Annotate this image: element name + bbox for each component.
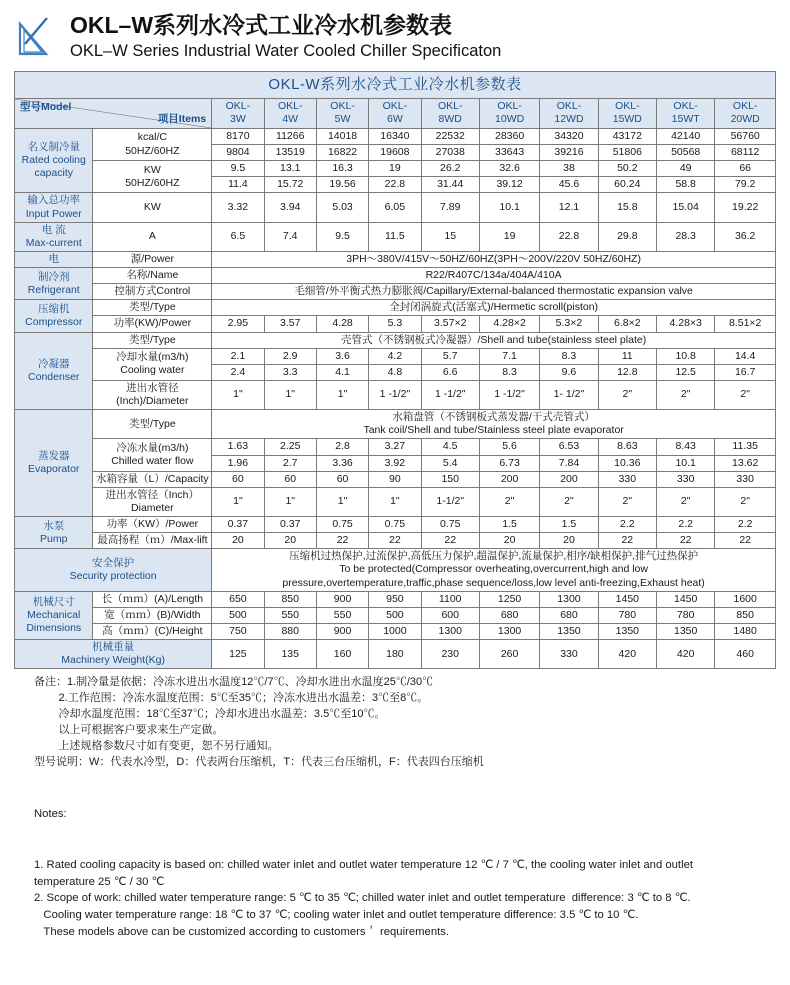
table-row [15,300,776,316]
table-body [15,71,776,668]
cell-r20-c5: 1-1/2" [421,487,479,516]
table-row [15,316,776,332]
model-header-10: OKL- 20WD [715,98,776,128]
cell-r19-c1: 60 [212,471,264,487]
cell-r19-c8: 330 [598,471,656,487]
cell-r25-c3: 550 [316,607,368,623]
row-item-label: 功率(KW)/Power [93,316,212,332]
cell-r1-c8: 43172 [598,128,656,144]
row-merged-value: 压缩机过热保护,过流保护,高低压力保护,超温保护,流量保护,相序/缺相保护,排气过热保护 To be protected(Compressor overheating,overcurrent,high and low pressure,overtemperature,traffic,phase sequence/loss,low level anti-freezing,Exhaust heat) [212,549,776,591]
cell-r6-c7: 22.8 [540,222,598,251]
cell-r17-c1: 1.63 [212,439,264,455]
cell-r27-c4: 180 [369,640,421,669]
row-merged-value: 全封闭涡旋式(活塞式)/Hermetic scroll(piston) [212,300,776,316]
cell-r17-c2: 2.25 [264,439,316,455]
cell-r22-c1: 20 [212,533,264,549]
cell-r1-c1: 8170 [212,128,264,144]
cell-r5-c8: 15.8 [598,193,656,222]
cell-r6-c6: 19 [479,222,539,251]
row-item-label: kcal/C 50HZ/60HZ [93,128,212,160]
cell-r25-c5: 600 [421,607,479,623]
cell-r13-c3: 3.6 [316,348,368,364]
model-header-6: OKL- 10WD [479,98,539,128]
cell-r11-c9: 4.28×3 [657,316,715,332]
row-item-label: 水箱容量（L）/Capacity [93,471,212,487]
cell-r2-c5: 27038 [421,145,479,161]
cell-r2-c6: 33643 [479,145,539,161]
cell-r3-c3: 16.3 [316,161,368,177]
cell-r11-c2: 3.57 [264,316,316,332]
cell-r17-c6: 5.6 [479,439,539,455]
cell-r11-c3: 4.28 [316,316,368,332]
row-group-label: 蒸发器 Evaporator [15,410,93,517]
cell-r13-c2: 2.9 [264,348,316,364]
cell-r6-c3: 9.5 [316,222,368,251]
note-cn-line-6: 型号说明：W：代表水冷型，D：代表两台压缩机，T：代表三台压缩机，F：代表四台压缩机 [34,755,484,768]
cell-r19-c2: 60 [264,471,316,487]
cell-r26-c4: 1000 [369,623,421,639]
table-row [15,517,776,533]
cell-r18-c5: 5.4 [421,455,479,471]
cell-r15-c8: 2" [598,380,656,409]
row-group-label: 压缩机 Compressor [15,300,93,332]
cell-r21-c5: 0.75 [421,517,479,533]
cell-r17-c5: 4.5 [421,439,479,455]
cell-r3-c1: 9.5 [212,161,264,177]
cell-r2-c1: 9804 [212,145,264,161]
cell-r24-c10: 1600 [715,591,776,607]
document-header [14,8,776,71]
cell-r20-c2: 1" [264,487,316,516]
cell-r13-c1: 2.1 [212,348,264,364]
table-row [15,193,776,222]
cell-r6-c2: 7.4 [264,222,316,251]
cell-r4-c1: 11.4 [212,177,264,193]
cell-r4-c4: 22.8 [369,177,421,193]
cell-r11-c6: 4.28×2 [479,316,539,332]
cell-r11-c7: 5.3×2 [540,316,598,332]
cell-r22-c6: 20 [479,533,539,549]
cell-r14-c5: 6.6 [421,364,479,380]
cell-r21-c7: 1.5 [540,517,598,533]
table-row [15,348,776,364]
cell-r18-c10: 13.62 [715,455,776,471]
notes-english [34,772,776,975]
cell-r5-c10: 19.22 [715,193,776,222]
cell-r22-c2: 20 [264,533,316,549]
cell-r25-c8: 780 [598,607,656,623]
cell-r18-c8: 10.36 [598,455,656,471]
cell-r5-c6: 10.1 [479,193,539,222]
cell-r11-c4: 5.3 [369,316,421,332]
table-row [15,128,776,144]
note-cn-line-2: 2.工作范围：冷冻水温度范围：5℃至35℃；冷冻水进出水温差：3℃至8℃。 [34,692,429,705]
cell-r11-c1: 2.95 [212,316,264,332]
cell-r3-c2: 13.1 [264,161,316,177]
table-row [15,268,776,284]
chiller-logo-icon [16,14,62,60]
cell-r11-c10: 8.51×2 [715,316,776,332]
row-group-label: 水泵 Pump [15,517,93,549]
cell-r4-c7: 45.6 [540,177,598,193]
cell-r5-c2: 3.94 [264,193,316,222]
cell-r4-c9: 58.8 [657,177,715,193]
note-en-line-5: These models above can be customized according to customers＇ requirements. [34,926,450,939]
cell-r17-c7: 6.53 [540,439,598,455]
cell-r4-c8: 60.24 [598,177,656,193]
cell-r26-c5: 1300 [421,623,479,639]
table-row [15,640,776,669]
row-item-label: KW 50HZ/60HZ [93,161,212,193]
cell-r21-c9: 2.2 [657,517,715,533]
cell-r4-c3: 19.56 [316,177,368,193]
model-header-7: OKL- 12WD [540,98,598,128]
specification-table [14,71,776,669]
cell-r27-c10: 460 [715,640,776,669]
row-item-label: 名称/Name [93,268,212,284]
cell-r2-c9: 50568 [657,145,715,161]
cell-r3-c8: 50.2 [598,161,656,177]
cell-r15-c1: 1" [212,380,264,409]
row-item-label: 高（ｍｍ）(C)/Height [93,623,212,639]
note-cn-line-5: 上述规格参数尺寸如有变更，恕不另行通知。 [34,740,279,752]
cell-r14-c7: 9.6 [540,364,598,380]
table-row [15,222,776,251]
cell-r11-c8: 6.8×2 [598,316,656,332]
cell-r25-c1: 500 [212,607,264,623]
cell-r3-c6: 32.6 [479,161,539,177]
table-row [15,487,776,516]
table-row [15,332,776,348]
cell-r25-c2: 550 [264,607,316,623]
cell-r22-c7: 20 [540,533,598,549]
cell-r6-c10: 36.2 [715,222,776,251]
cell-r26-c10: 1480 [715,623,776,639]
cell-r25-c4: 500 [369,607,421,623]
row-merged-value: 水箱盘管（不锈钢板式蒸发器/干式壳管式） Tank coil/Shell and tube/Stainless steel plate evaporator [212,410,776,439]
cell-r2-c3: 16822 [316,145,368,161]
cell-r1-c5: 22532 [421,128,479,144]
cell-r14-c2: 3.3 [264,364,316,380]
note-en-line-3: 2. Scope of work: chilled water temperature range: 5 ℃ to 35 ℃; chilled water inlet and outlet temperature difference: 3 ℃ to 8 ℃. [34,892,691,905]
cell-r14-c6: 8.3 [479,364,539,380]
row-item-label: 冷冻水量(m3/h) Chilled water flow [93,439,212,471]
cell-r20-c9: 2" [657,487,715,516]
cell-r26-c1: 750 [212,623,264,639]
cell-r20-c10: 2" [715,487,776,516]
cell-r15-c5: 1 -1/2" [421,380,479,409]
cell-r4-c6: 39.12 [479,177,539,193]
row-merged-value: R22/R407C/134a/404A/410A [212,268,776,284]
row-group-label: 制冷剂 Refrigerant [15,268,93,300]
cell-r17-c9: 8.43 [657,439,715,455]
cell-r14-c8: 12.8 [598,364,656,380]
cell-r20-c8: 2" [598,487,656,516]
cell-r6-c9: 28.3 [657,222,715,251]
cell-r2-c8: 51806 [598,145,656,161]
model-header-4: OKL- 6W [369,98,421,128]
cell-r22-c8: 22 [598,533,656,549]
cell-r17-c8: 8.63 [598,439,656,455]
cell-r21-c4: 0.75 [369,517,421,533]
cell-r15-c6: 1 -1/2" [479,380,539,409]
row-item-label: 类型/Type [93,300,212,316]
cell-r18-c7: 7.84 [540,455,598,471]
cell-r5-c7: 12.1 [540,193,598,222]
row-group-label: 电 流 Max-current [15,222,93,251]
cell-r22-c4: 22 [369,533,421,549]
cell-r26-c9: 1350 [657,623,715,639]
table-row [15,161,776,177]
cell-r25-c9: 780 [657,607,715,623]
cell-r4-c5: 31.44 [421,177,479,193]
row-group-label: 电 [15,251,93,267]
row-item-label: 功率（KW）/Power [93,517,212,533]
cell-r5-c1: 3.32 [212,193,264,222]
cell-r15-c7: 1- 1/2" [540,380,598,409]
cell-r18-c9: 10.1 [657,455,715,471]
row-group-label: 安全保护 Security protection [15,549,212,591]
cell-r5-c5: 7.89 [421,193,479,222]
cell-r14-c10: 16.7 [715,364,776,380]
cell-r18-c2: 2.7 [264,455,316,471]
cell-r15-c4: 1 -1/2" [369,380,421,409]
table-row [15,623,776,639]
cell-r2-c7: 39216 [540,145,598,161]
row-merged-value: 壳管式（不锈钢板式冷凝器）/Shell and tube(stainless steel plate) [212,332,776,348]
table-banner: OKL-W系列水冷式工业冷水机参数表 [15,71,776,98]
model-header-9: OKL- 15WT [657,98,715,128]
cell-r19-c4: 90 [369,471,421,487]
note-cn-line-1: 备注：1.制冷量是依据：冷冻水进出水温度12℃/7℃、冷却水进出水温度25℃/30℃ [34,676,434,689]
cell-r1-c10: 56760 [715,128,776,144]
cell-r5-c9: 15.04 [657,193,715,222]
row-item-label: KW [93,193,212,222]
cell-r24-c4: 950 [369,591,421,607]
cell-r3-c5: 26.2 [421,161,479,177]
model-header-1: OKL- 3W [212,98,264,128]
cell-r13-c4: 4.2 [369,348,421,364]
cell-r17-c4: 3.27 [369,439,421,455]
cell-r18-c1: 1.96 [212,455,264,471]
cell-r19-c7: 200 [540,471,598,487]
table-row [15,410,776,439]
note-cn-line-3: 冷却水温度范围：18℃至37℃；冷却水进出水温差：3.5℃至10℃。 [34,708,386,721]
cell-r13-c9: 10.8 [657,348,715,364]
cell-r20-c7: 2" [540,487,598,516]
row-group-label: 冷凝器 Condenser [15,332,93,410]
cell-r1-c6: 28360 [479,128,539,144]
cell-r27-c9: 420 [657,640,715,669]
cell-r1-c3: 14018 [316,128,368,144]
cell-r14-c1: 2.4 [212,364,264,380]
table-banner-row [15,71,776,98]
cell-r19-c3: 60 [316,471,368,487]
table-row [15,607,776,623]
cell-r24-c6: 1250 [479,591,539,607]
cell-r19-c6: 200 [479,471,539,487]
cell-r13-c7: 8.3 [540,348,598,364]
cell-r21-c3: 0.75 [316,517,368,533]
cell-r18-c4: 3.92 [369,455,421,471]
row-group-label: 机械尺寸 Mechanical Dimensions [15,591,93,639]
cell-r26-c7: 1350 [540,623,598,639]
table-row [15,284,776,300]
cell-r1-c2: 11266 [264,128,316,144]
cell-r22-c3: 22 [316,533,368,549]
cell-r2-c2: 13519 [264,145,316,161]
row-item-label: 进出水管径（Inch） Diameter [93,487,212,516]
cell-r6-c4: 11.5 [369,222,421,251]
row-item-label: 宽（ｍｍ）(B)/Width [93,607,212,623]
row-item-label: 最高扬程（ｍ）/Max-lift [93,533,212,549]
cell-r15-c3: 1" [316,380,368,409]
cell-r11-c5: 3.57×2 [421,316,479,332]
cell-r20-c4: 1" [369,487,421,516]
cell-r1-c9: 42140 [657,128,715,144]
table-row [15,549,776,591]
cell-r27-c5: 230 [421,640,479,669]
cell-r3-c4: 19 [369,161,421,177]
cell-r18-c3: 3.36 [316,455,368,471]
row-merged-value: 3PH～380V/415V～50HZ/60HZ(3PH～200V/220V 50HZ/60HZ) [212,251,776,267]
cell-r26-c6: 1300 [479,623,539,639]
table-row [15,439,776,455]
cell-r18-c6: 6.73 [479,455,539,471]
cell-r13-c5: 5.7 [421,348,479,364]
cell-r25-c7: 680 [540,607,598,623]
notes-chinese [34,675,776,771]
cell-r5-c3: 5.03 [316,193,368,222]
cell-r24-c8: 1450 [598,591,656,607]
cell-r25-c10: 850 [715,607,776,623]
row-group-label: 输入总功率 Input Power [15,193,93,222]
row-item-label: 长（ｍｍ）(A)/Length [93,591,212,607]
cell-r14-c3: 4.1 [316,364,368,380]
cell-r24-c7: 1300 [540,591,598,607]
notes-section [14,675,776,975]
cell-r17-c3: 2.8 [316,439,368,455]
model-header-5: OKL- 8WD [421,98,479,128]
row-item-label: 类型/Type [93,332,212,348]
cell-r20-c6: 2" [479,487,539,516]
cell-r26-c3: 900 [316,623,368,639]
cell-r15-c10: 2" [715,380,776,409]
cell-r6-c5: 15 [421,222,479,251]
cell-r2-c10: 68112 [715,145,776,161]
cell-r5-c4: 6.05 [369,193,421,222]
row-item-label: A [93,222,212,251]
note-en-line-2: temperature 25 ℃ / 30 ℃ [34,875,165,888]
cell-r19-c10: 330 [715,471,776,487]
cell-r24-c1: 650 [212,591,264,607]
table-row [15,471,776,487]
cell-r20-c3: 1" [316,487,368,516]
cell-r26-c2: 880 [264,623,316,639]
model-header-3: OKL- 5W [316,98,368,128]
cell-r22-c10: 22 [715,533,776,549]
cell-r13-c10: 14.4 [715,348,776,364]
note-en-line-1: 1. Rated cooling capacity is based on: chilled water inlet and outlet water temperature 12 ℃ / 7 ℃, the cooling water inlet and outlet [34,858,694,871]
cell-r21-c6: 1.5 [479,517,539,533]
cell-r15-c9: 2" [657,380,715,409]
cell-r15-c2: 1" [264,380,316,409]
header-titles [70,12,501,63]
cell-r27-c3: 160 [316,640,368,669]
cell-r19-c5: 150 [421,471,479,487]
cell-r25-c6: 680 [479,607,539,623]
page-title-cn: OKL–W系列水冷式工业冷水机参数表 [70,12,453,38]
notes-english-title: Notes: [34,807,67,820]
cell-r13-c8: 11 [598,348,656,364]
row-item-label: 进出水管径 (Inch)/Diameter [93,380,212,409]
cell-r6-c8: 29.8 [598,222,656,251]
cell-r13-c6: 7.1 [479,348,539,364]
cell-r24-c2: 850 [264,591,316,607]
row-group-label: 名义制冷量 Rated cooling capacity [15,128,93,193]
cell-r22-c5: 22 [421,533,479,549]
model-header-8: OKL- 15WD [598,98,656,128]
cell-r27-c2: 135 [264,640,316,669]
cell-r17-c10: 11.35 [715,439,776,455]
table-row [15,251,776,267]
cell-r24-c9: 1450 [657,591,715,607]
table-row [15,533,776,549]
cell-r1-c4: 16340 [369,128,421,144]
cell-r4-c10: 79.2 [715,177,776,193]
cell-r21-c1: 0.37 [212,517,264,533]
cell-r21-c8: 2.2 [598,517,656,533]
cell-r3-c10: 66 [715,161,776,177]
row-item-label: 源/Power [93,251,212,267]
cell-r3-c9: 49 [657,161,715,177]
cell-r3-c7: 38 [540,161,598,177]
page-title-en: OKL–W Series Industrial Water Cooled Chiller Specificaton [70,42,502,61]
cell-r20-c1: 1" [212,487,264,516]
cell-r24-c3: 900 [316,591,368,607]
cell-r1-c7: 34320 [540,128,598,144]
cell-r2-c4: 19608 [369,145,421,161]
row-item-label: 冷却水量(m3/h) Cooling water [93,348,212,380]
table-row [15,380,776,409]
cell-r26-c8: 1350 [598,623,656,639]
cell-r4-c2: 15.72 [264,177,316,193]
cell-r22-c9: 22 [657,533,715,549]
note-en-line-4: Cooling water temperature range: 18 ℃ to 37 ℃; cooling water inlet and outlet temperature difference: 3.5 ℃ to 10 ℃. [34,909,639,922]
cell-r14-c4: 4.8 [369,364,421,380]
row-group-label: 机械重量 Machinery Weight(Kg) [15,640,212,669]
table-corner-header: 型号Model 项目Items [15,98,212,128]
cell-r21-c10: 2.2 [715,517,776,533]
cell-r27-c1: 125 [212,640,264,669]
cell-r19-c9: 330 [657,471,715,487]
row-item-label: 控制方式Control [93,284,212,300]
table-row [15,591,776,607]
cell-r21-c2: 0.37 [264,517,316,533]
row-item-label: 类型/Type [93,410,212,439]
row-merged-value: 毛细管/外平衡式热力膨胀阀/Capillary/External-balanced thermostatic expansion valve [212,284,776,300]
cell-r27-c6: 260 [479,640,539,669]
cell-r27-c7: 330 [540,640,598,669]
note-cn-line-4: 以上可根据客户要求来生产定做。 [34,724,224,737]
cell-r24-c5: 1100 [421,591,479,607]
model-header-row [15,98,776,128]
cell-r27-c8: 420 [598,640,656,669]
cell-r6-c1: 6.5 [212,222,264,251]
model-header-2: OKL- 4W [264,98,316,128]
cell-r14-c9: 12.5 [657,364,715,380]
